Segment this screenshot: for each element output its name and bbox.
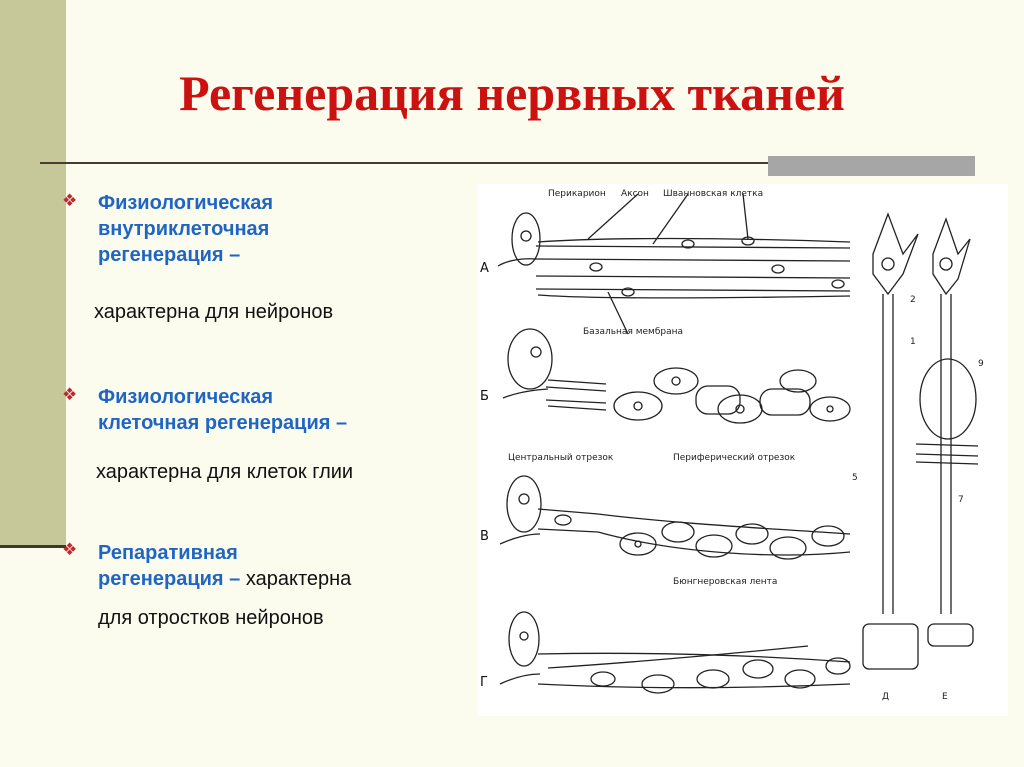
- label-num-5: 5: [852, 473, 858, 483]
- label-schwann-cell: Шванновская клетка: [663, 189, 764, 199]
- label-axon: Аксон: [621, 189, 649, 199]
- diamond-bullet-icon: ❖: [62, 191, 78, 210]
- row-label-b: Б: [480, 389, 489, 404]
- label-central-segment: Центральный отрезок: [508, 453, 614, 463]
- row-a-illustration: [498, 194, 850, 334]
- label-num-2: 2: [910, 295, 916, 305]
- row-label-a: А: [480, 261, 489, 276]
- diamond-bullet-icon: ❖: [62, 385, 78, 404]
- bullet-1-heading-line-3: регенерация –: [98, 244, 241, 266]
- bullet-3-heading: [98, 540, 478, 592]
- bullet-3-heading-line-1: Репаративная: [98, 542, 238, 564]
- bullet-3-heading-suffix: характерна: [240, 568, 352, 590]
- bullet-3-heading-line-2: [98, 566, 478, 592]
- row-label-d: Г: [480, 675, 488, 690]
- diamond-bullet-icon: ❖: [62, 540, 78, 559]
- row-c-illustration: [500, 476, 850, 559]
- label-e: Е: [942, 692, 948, 702]
- row-d-illustration: [500, 612, 850, 693]
- bullet-1-heading-line-2: внутриклеточная: [98, 218, 270, 240]
- bullet-3-heading-line-2-text: регенерация –: [98, 568, 241, 590]
- title-divider-bar: [768, 156, 975, 176]
- bullet-2-heading-line-2: клеточная регенерация –: [98, 412, 348, 434]
- label-num-9: 9: [978, 359, 984, 369]
- left-band-divider: [0, 545, 66, 548]
- label-peripheral-segment: Периферический отрезок: [673, 453, 796, 463]
- label-perikaryon: Перикарион: [548, 189, 606, 199]
- bullet-2-description: характерна для клеток глии: [96, 461, 354, 483]
- label-bungner-band: Бюнгнеровская лента: [673, 577, 778, 587]
- label-basal-membrane: Базальная мембрана: [583, 327, 684, 337]
- label-num-1: 1: [910, 337, 916, 347]
- diagram-labels: [480, 189, 984, 702]
- label-num-7: 7: [958, 495, 964, 505]
- neuron-column-illustration: [863, 214, 978, 669]
- slide-title: Регенерация нервных тканей: [179, 65, 845, 121]
- bullet-1-heading: [98, 190, 478, 268]
- bullet-2-heading: [98, 384, 478, 436]
- row-b-illustration: [503, 329, 850, 423]
- bullet-3-description: для отростков нейронов: [98, 607, 324, 629]
- label-d: Д: [882, 692, 890, 702]
- nerve-regeneration-diagram: [478, 184, 1008, 716]
- row-label-c: В: [480, 529, 489, 544]
- bullet-2-heading-line-1: Физиологическая: [98, 386, 273, 408]
- bullet-1-description: характерна для нейронов: [94, 301, 334, 323]
- bullet-1-heading-line-1: Физиологическая: [98, 192, 273, 214]
